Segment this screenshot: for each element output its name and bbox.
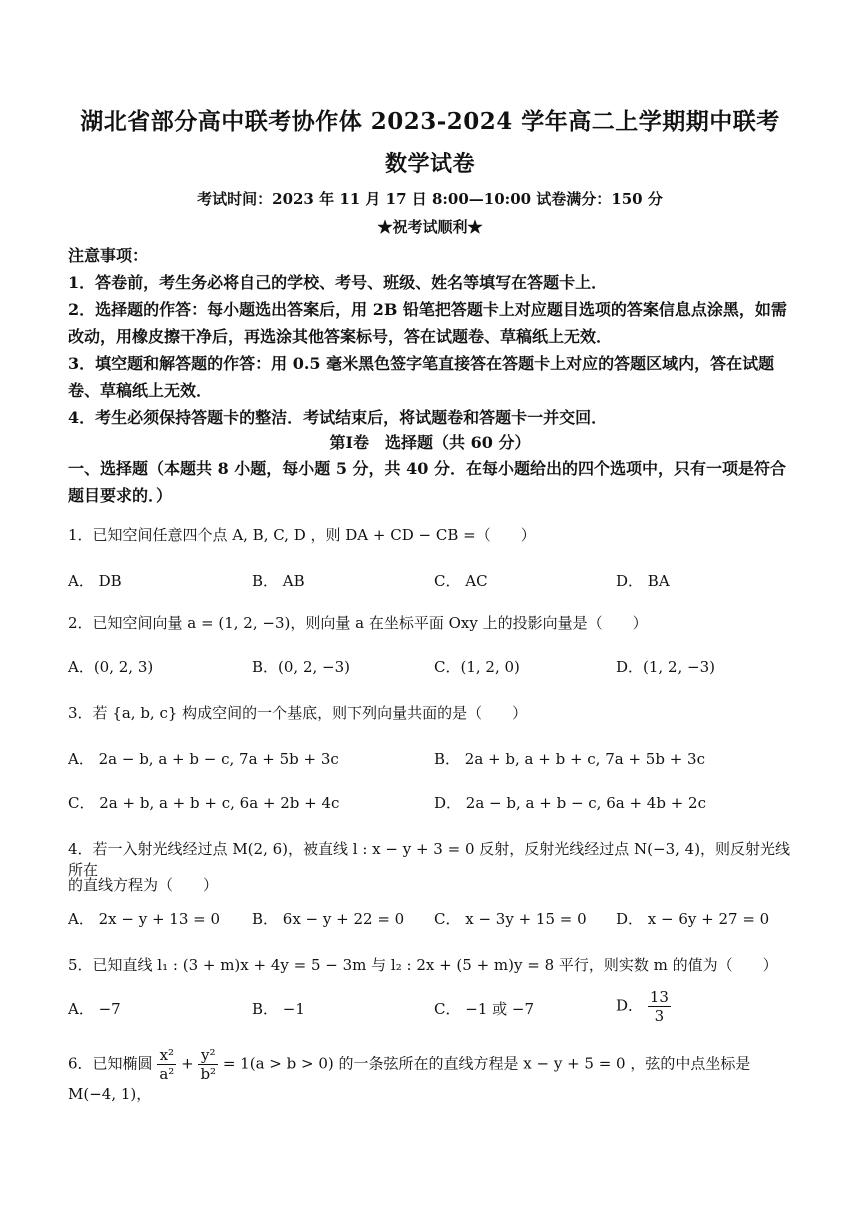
q6-fraction-y <box>198 1046 218 1083</box>
question-2-stem: 2．已知空间向量 a = (1, 2, −3)，则向量 a 在坐标平面 Oxy 上的投影向量是（ ） <box>68 614 648 632</box>
q6-plus-sign: + <box>181 1054 194 1073</box>
q3-option-b: B． 2a + b, a + b + c, 7a + 5b + 3c <box>434 750 705 768</box>
question-4-stem-line2: 的直线方程为（ ） <box>68 876 219 894</box>
q5-option-d-numerator: 13 <box>649 988 669 1006</box>
q5-option-d-label: D． <box>616 996 644 1015</box>
volume-title: 第Ⅰ卷 选择题（共 60 分） <box>329 433 531 452</box>
q6-stem-suffix: = 1(a > b > 0) 的一条弦所在的直线方程是 x − y + 5 = 0 ，弦的中点坐标是 M(−4, 1)， <box>68 1054 751 1103</box>
q5-option-c: C． −1 或 −7 <box>434 1000 535 1018</box>
q5-option-d-denominator: 3 <box>654 1007 665 1025</box>
exam-title: 湖北省部分高中联考协作体 2023-2024 学年高二上学期期中联考 <box>80 108 780 135</box>
note-item-4: 4．考生必须保持答题卡的整洁．考试结束后，将试题卷和答题卡一并交回． <box>68 408 608 427</box>
q5-option-a: A． −7 <box>68 1000 121 1018</box>
note-item-1: 1．答卷前，考生务必将自己的学校、考号、班级、姓名等填写在答题卡上． <box>68 273 608 292</box>
q3-option-a: A． 2a − b, a + b − c, 7a + 5b + 3c <box>68 750 339 768</box>
q6-fraction-x-numerator: x² <box>157 1046 176 1065</box>
q1-option-c: C． AC <box>434 572 488 590</box>
q2-option-d: D．(1, 2, −3) <box>616 658 716 676</box>
question-1-stem: 1．已知空间任意四个点 A, B, C, D ，则 DA + CD − CB =（ ） <box>68 526 536 544</box>
question-4-stem-line1: 4．若一入射光线经过点 M(2, 6)，被直线 l : x − y + 3 = 0 反射，反射光线经过点 N(−3, 4)，则反射光线所在 <box>68 840 791 879</box>
q6-fraction-y-numerator: y² <box>198 1046 218 1065</box>
q6-fraction-x-denominator: a² <box>159 1065 175 1083</box>
q4-option-b: B． 6x − y + 22 = 0 <box>252 910 405 928</box>
q2-option-b: B．(0, 2, −3) <box>252 658 350 676</box>
section-title: 一、选择题（本题共 8 小题，每小题 5 分，共 40 分．在每小题给出的四个选项中，只有一项是符合题目要求的．） <box>68 459 786 505</box>
q4-option-d: D． x − 6y + 27 = 0 <box>616 910 770 928</box>
note-item-2: 2．选择题的作答：每小题选出答案后，用 2B 铅笔把答题卡上对应题目选项的答案信息点涂黑，如需改动，用橡皮擦干净后，再选涂其他答案标号，答在试题卷、草稿纸上无效． <box>68 300 787 346</box>
question-3-stem: 3．若 {a, b, c} 构成空间的一个基底，则下列向量共面的是（ ） <box>68 704 528 722</box>
question-5-stem: 5．已知直线 l₁ : (3 + m)x + 4y = 5 − 3m 与 l₂ : 2x + (5 + m)y = 8 平行，则实数 m 的值为（ ） <box>68 956 778 974</box>
q2-option-a: A．(0, 2, 3) <box>68 658 154 676</box>
q5-option-d-fraction <box>648 988 671 1025</box>
question-6-stem <box>68 1046 796 1104</box>
q6-fraction-y-denominator: b² <box>200 1065 217 1083</box>
q6-stem-prefix: 6．已知椭圆 <box>68 1054 153 1073</box>
q4-option-c: C． x − 3y + 15 = 0 <box>434 910 587 928</box>
q6-fraction-x <box>157 1046 176 1083</box>
notes-heading: 注意事项： <box>68 246 149 265</box>
q1-option-d: D． BA <box>616 572 670 590</box>
q1-option-b: B． AB <box>252 572 305 590</box>
exam-info: 考试时间：2023 年 11 月 17 日 8:00—10:00 试卷满分：150 分 <box>197 190 663 208</box>
q4-option-a: A． 2x − y + 13 = 0 <box>68 910 221 928</box>
q1-option-a: A． DB <box>68 572 122 590</box>
exam-subject-title: 数学试卷 <box>384 151 475 177</box>
notes-block <box>68 242 796 431</box>
q3-option-c: C． 2a + b, a + b + c, 6a + 2b + 4c <box>68 794 340 812</box>
q2-option-c: C．(1, 2, 0) <box>434 658 520 676</box>
q3-option-d: D． 2a − b, a + b − c, 6a + 4b + 2c <box>434 794 706 812</box>
blessing-line: ★祝考试顺利★ <box>377 218 483 236</box>
q5-option-d <box>616 988 671 1025</box>
note-item-3: 3．填空题和解答题的作答：用 0.5 毫米黑色签字笔直接答在答题卡上对应的答题区域内，答在试题卷、草稿纸上无效． <box>68 354 775 400</box>
q5-option-b: B． −1 <box>252 1000 305 1018</box>
